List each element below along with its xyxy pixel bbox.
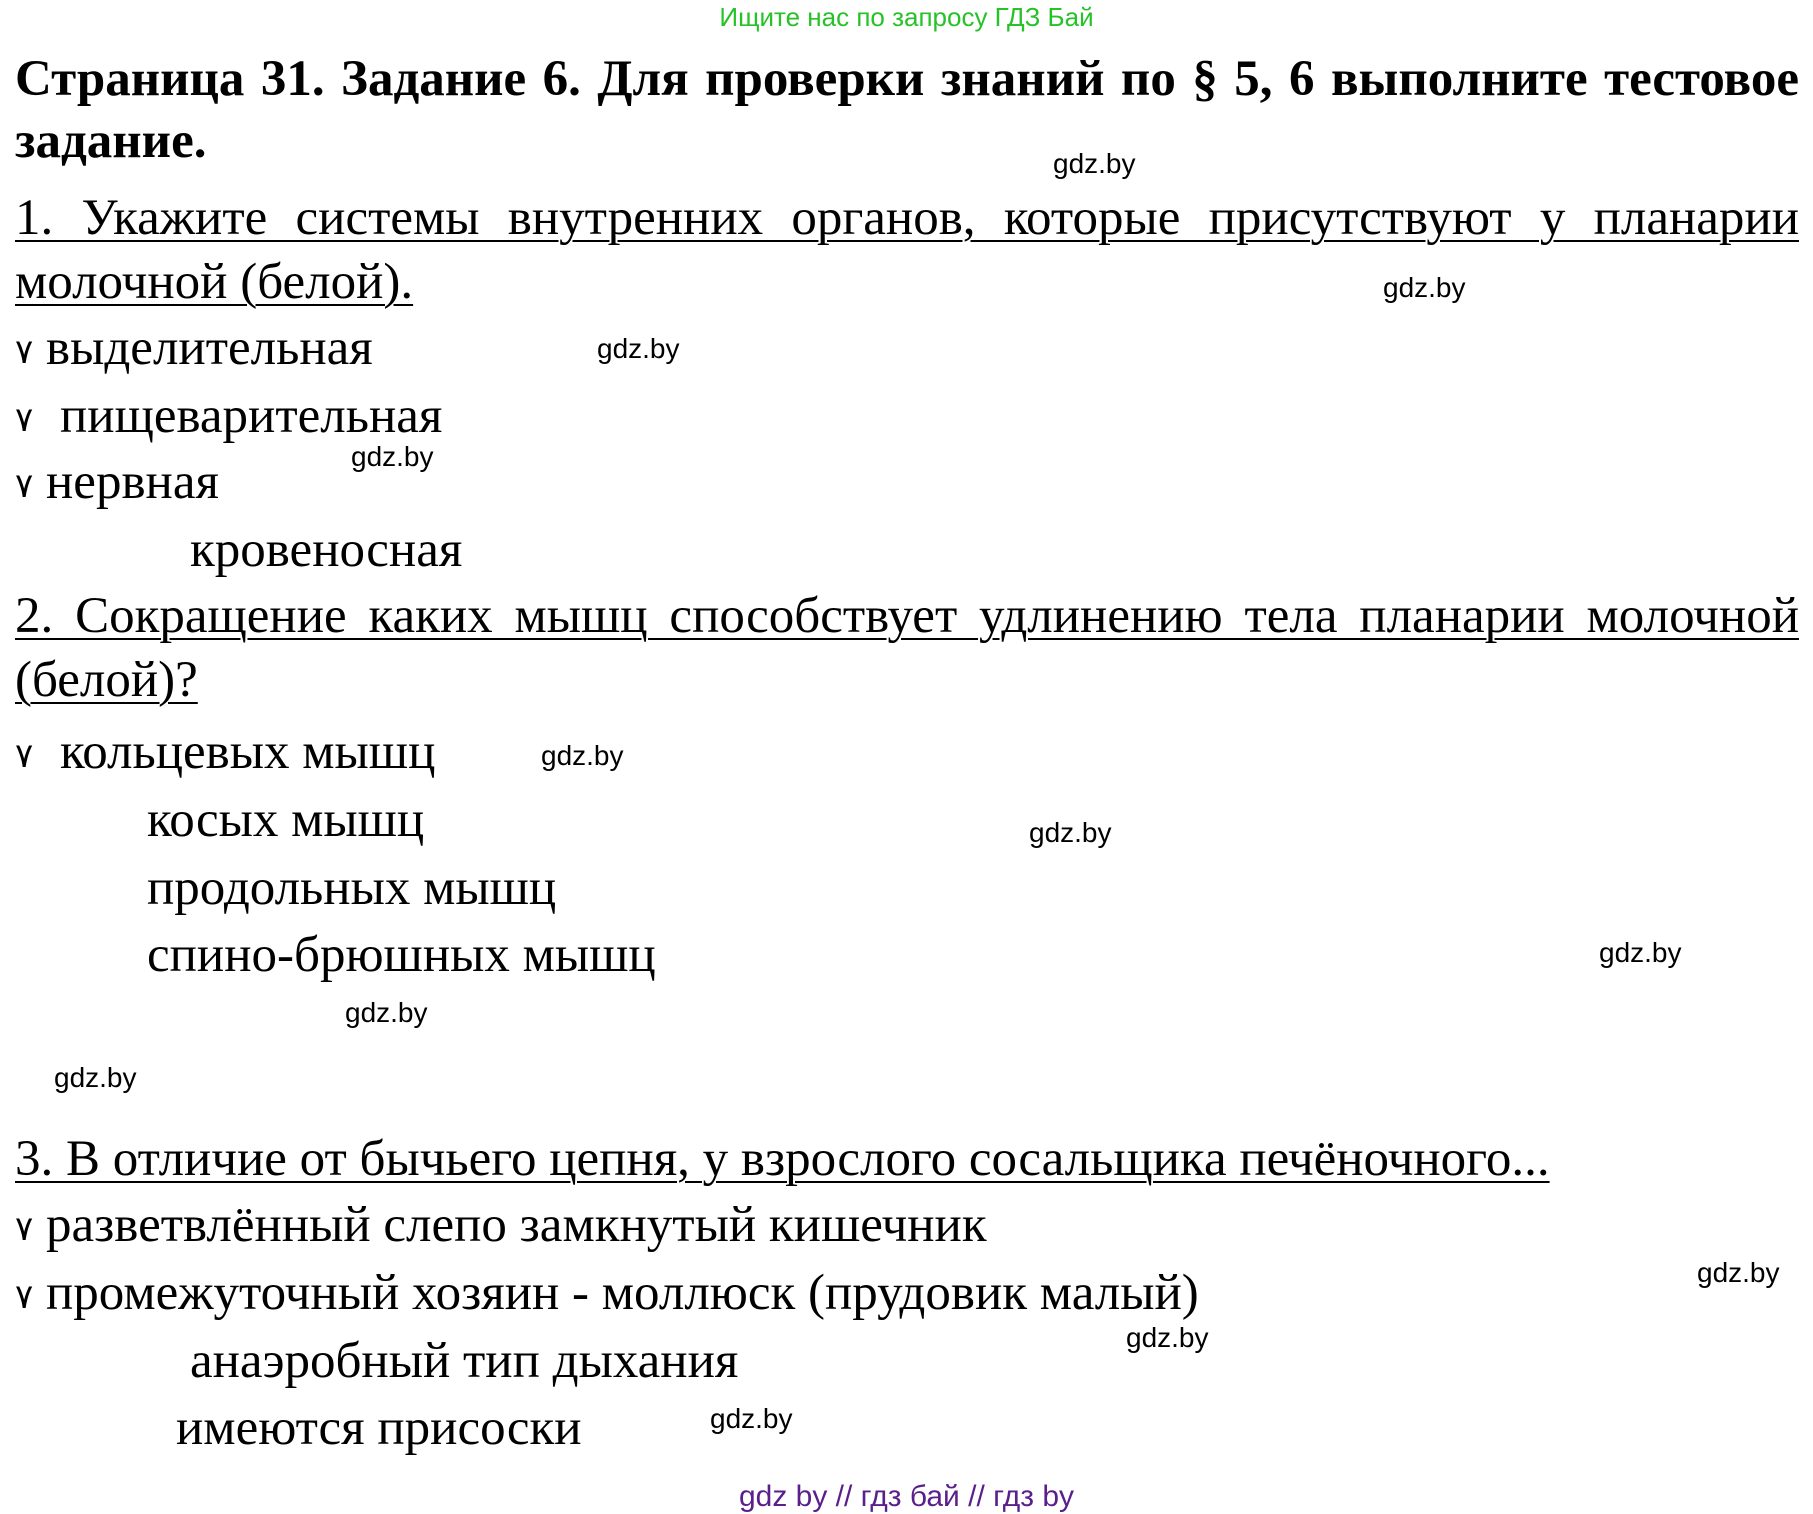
option-label: анаэробный тип дыхания	[190, 1333, 739, 1389]
checkmark-icon: ۷	[15, 1277, 34, 1317]
checkmark-icon: ۷	[15, 400, 34, 440]
option-label: выделительная	[46, 320, 373, 376]
top-banner: Ищите нас по запросу ГДЗ Бай	[719, 2, 1094, 32]
question-2-text: 2. Сокращение каких мышц способствует удлинению тела планарии молочной (белой)?	[15, 588, 1799, 708]
option-label: продольных мышц	[147, 860, 557, 916]
q3-option-3	[190, 1331, 738, 1391]
q2-option-1	[15, 722, 435, 786]
question-3	[15, 1127, 1799, 1191]
question-2	[15, 584, 1799, 712]
watermark: gdz.by	[345, 997, 428, 1028]
option-label: разветвлённый слепо замкнутый кишечник	[46, 1197, 987, 1253]
checkmark-icon: ۷	[15, 466, 34, 506]
watermark: gdz.by	[1599, 937, 1682, 968]
question-3-text: 3. В отличие от бычьего цепня, у взрослого сосальщика печёночного...	[15, 1131, 1550, 1187]
watermark: gdz.by	[597, 333, 680, 364]
q3-option-1	[15, 1195, 987, 1259]
option-label: косых мышц	[147, 792, 425, 848]
option-label: нервная	[46, 454, 219, 510]
q2-option-4	[147, 925, 656, 985]
option-label: кровеносная	[190, 522, 463, 578]
q3-option-2	[15, 1263, 1199, 1327]
q2-option-2	[147, 790, 424, 850]
watermark: gdz.by	[710, 1403, 793, 1434]
watermark: gdz.by	[1383, 272, 1466, 303]
watermark: gdz.by	[1053, 148, 1136, 179]
q1-option-4	[190, 520, 462, 580]
watermark: gdz.by	[1697, 1257, 1780, 1288]
watermark: gdz.by	[1126, 1322, 1209, 1353]
question-1-text: 1. Укажите системы внутренних органов, которые присутствуют у планарии молочной (белой).	[15, 190, 1799, 310]
task-title: Страница 31. Задание 6. Для проверки знаний по § 5, 6 выполните тестовое задание.	[15, 51, 1799, 169]
watermark: gdz.by	[54, 1062, 137, 1093]
q1-option-1	[15, 318, 373, 382]
checkmark-icon: ۷	[15, 736, 34, 776]
checkmark-icon: ۷	[15, 332, 34, 372]
watermark: gdz.by	[351, 441, 434, 472]
q2-option-3	[147, 858, 556, 918]
watermark: gdz.by	[541, 740, 624, 771]
option-label: спино-брюшных мышц	[147, 927, 656, 983]
option-label: промежуточный хозяин - моллюск (прудовик малый)	[46, 1265, 1199, 1321]
q3-option-4	[176, 1398, 582, 1458]
question-1	[15, 186, 1799, 314]
q1-option-3	[15, 452, 219, 516]
checkmark-icon: ۷	[15, 1209, 34, 1249]
option-label: кольцевых мышц	[60, 724, 436, 780]
footer-links: gdz by // гдз бай // гдз by	[738, 1480, 1075, 1513]
watermark: gdz.by	[1029, 817, 1112, 848]
option-label: имеются присоски	[176, 1400, 582, 1456]
option-label: пищеварительная	[60, 388, 443, 444]
